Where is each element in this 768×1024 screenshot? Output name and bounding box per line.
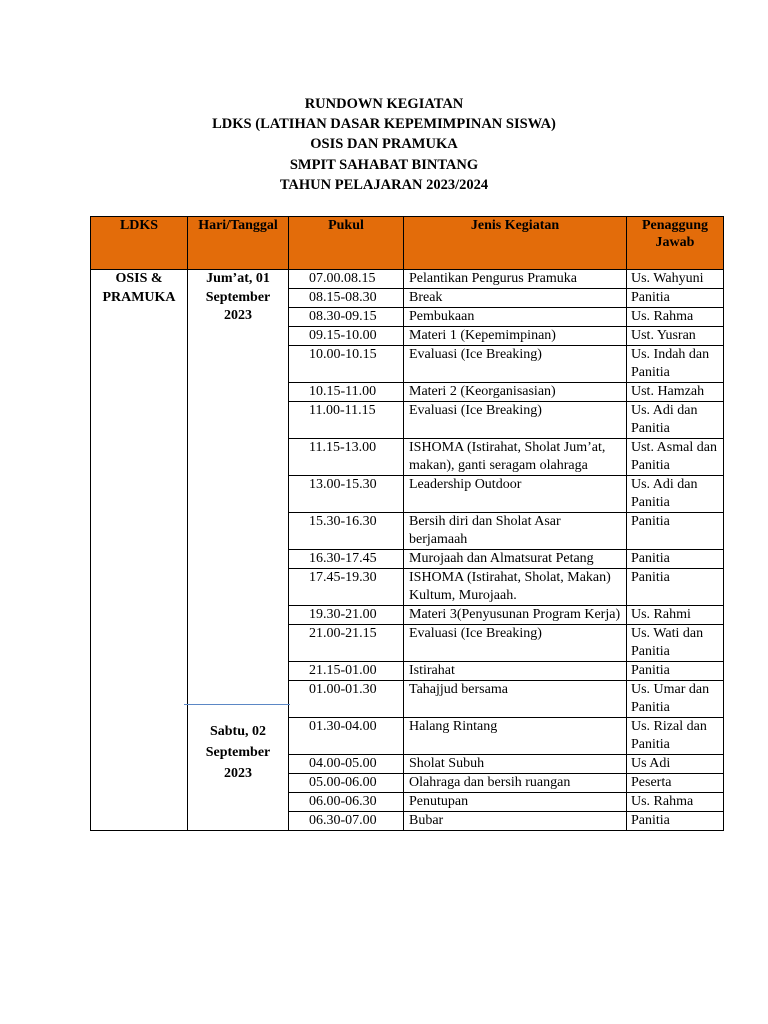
penanggung-jawab-cell: Us. Indah dan Panitia <box>627 346 724 383</box>
penanggung-jawab-cell: Us. Wati dan Panitia <box>627 625 724 662</box>
jenis-kegiatan-cell: Materi 3(Penyusunan Program Kerja) <box>404 606 627 625</box>
pukul-cell: 10.00-10.15 <box>289 346 404 383</box>
penanggung-jawab-cell: Peserta <box>627 774 724 793</box>
penanggung-jawab-cell: Panitia <box>627 513 724 550</box>
penanggung-jawab-cell: Panitia <box>627 550 724 569</box>
jenis-kegiatan-cell: Materi 1 (Kepemimpinan) <box>404 327 627 346</box>
penanggung-jawab-cell: Us. Umar dan Panitia <box>627 681 724 718</box>
pukul-cell: 09.15-10.00 <box>289 327 404 346</box>
day-1-line-3: 2023 <box>224 308 252 323</box>
pukul-cell: 11.15-13.00 <box>289 439 404 476</box>
jenis-kegiatan-cell: ISHOMA (Istirahat, Sholat, Makan) Kultum, Murojaah. <box>404 569 627 606</box>
pukul-cell: 01.30-04.00 <box>289 718 404 755</box>
day-1-line-2: September <box>205 289 271 305</box>
penanggung-jawab-cell: Us. Rahmi <box>627 606 724 625</box>
title-line-1: RUNDOWN KEGIATAN <box>304 96 464 112</box>
pukul-cell: 10.15-11.00 <box>289 383 404 402</box>
table-header-row <box>91 217 724 270</box>
penanggung-jawab-cell: Panitia <box>627 662 724 681</box>
penanggung-jawab-cell: Panitia <box>627 289 724 308</box>
day-1-line-1: Jum’at, 01 <box>206 271 270 286</box>
penanggung-jawab-cell: Us Adi <box>627 755 724 774</box>
jenis-kegiatan-cell: Murojaah dan Almatsurat Petang <box>404 550 627 569</box>
rundown-table <box>90 216 724 831</box>
pukul-cell: 21.15-01.00 <box>289 662 404 681</box>
jenis-kegiatan-cell: Bubar <box>404 812 627 831</box>
column-header-ldks: LDKS <box>91 217 188 270</box>
group-label-line-2: PRAMUKA <box>102 289 176 305</box>
pukul-cell: 11.00-11.15 <box>289 402 404 439</box>
jenis-kegiatan-cell: Break <box>404 289 627 308</box>
pukul-cell: 01.00-01.30 <box>289 681 404 718</box>
document-title <box>0 94 768 195</box>
penanggung-jawab-cell: Ust. Yusran <box>627 327 724 346</box>
penanggung-jawab-cell: Ust. Asmal dan Panitia <box>627 439 724 476</box>
title-line-3: OSIS DAN PRAMUKA <box>310 136 458 153</box>
pukul-cell: 08.15-08.30 <box>289 289 404 308</box>
penanggung-jawab-cell: Panitia <box>627 569 724 606</box>
pukul-cell: 06.00-06.30 <box>289 793 404 812</box>
column-header-jenis-kegiatan: Jenis Kegiatan <box>404 217 627 270</box>
column-header-hari-tanggal: Hari/Tanggal <box>188 217 289 270</box>
jenis-kegiatan-cell: Olahraga dan bersih ruangan <box>404 774 627 793</box>
day-divider-line <box>184 704 290 705</box>
title-line-2: LDKS (LATIHAN DASAR KEPEMIMPINAN SISWA) <box>212 116 556 133</box>
column-header-penanggung-jawab: Penaggung Jawab <box>627 217 724 270</box>
jenis-kegiatan-cell: Penutupan <box>404 793 627 812</box>
jenis-kegiatan-cell: Evaluasi (Ice Breaking) <box>404 402 627 439</box>
day-2-label <box>188 721 288 784</box>
day-2-line-3: 2023 <box>224 766 252 781</box>
day-cell <box>188 270 289 831</box>
penanggung-jawab-cell: Us. Adi dan Panitia <box>627 476 724 513</box>
pukul-cell: 04.00-05.00 <box>289 755 404 774</box>
pukul-cell: 16.30-17.45 <box>289 550 404 569</box>
pukul-cell: 13.00-15.30 <box>289 476 404 513</box>
column-header-pukul: Pukul <box>289 217 404 270</box>
table-row <box>91 270 724 289</box>
pukul-cell: 19.30-21.00 <box>289 606 404 625</box>
penanggung-jawab-cell: Us. Rahma <box>627 793 724 812</box>
pukul-cell: 06.30-07.00 <box>289 812 404 831</box>
jenis-kegiatan-cell: Istirahat <box>404 662 627 681</box>
jenis-kegiatan-cell: Evaluasi (Ice Breaking) <box>404 346 627 383</box>
pukul-cell: 15.30-16.30 <box>289 513 404 550</box>
jenis-kegiatan-cell: Halang Rintang <box>404 718 627 755</box>
jenis-kegiatan-cell: Leadership Outdoor <box>404 476 627 513</box>
group-cell-osis-pramuka <box>91 270 188 831</box>
jenis-kegiatan-cell: Materi 2 (Keorganisasian) <box>404 383 627 402</box>
penanggung-jawab-cell: Us. Wahyuni <box>627 270 724 289</box>
pukul-cell: 21.00-21.15 <box>289 625 404 662</box>
penanggung-jawab-cell: Us. Adi dan Panitia <box>627 402 724 439</box>
jenis-kegiatan-cell: Pembukaan <box>404 308 627 327</box>
penanggung-jawab-cell: Panitia <box>627 812 724 831</box>
pukul-cell: 17.45-19.30 <box>289 569 404 606</box>
jenis-kegiatan-cell: Bersih diri dan Sholat Asar berjamaah <box>404 513 627 550</box>
penanggung-jawab-cell: Us. Rizal dan Panitia <box>627 718 724 755</box>
jenis-kegiatan-cell: ISHOMA (Istirahat, Sholat Jum’at, makan), ganti seragam olahraga <box>404 439 627 476</box>
penanggung-jawab-cell: Ust. Hamzah <box>627 383 724 402</box>
pukul-cell: 08.30-09.15 <box>289 308 404 327</box>
pukul-cell: 07.00.08.15 <box>289 270 404 289</box>
jenis-kegiatan-cell: Pelantikan Pengurus Pramuka <box>404 270 627 289</box>
title-line-5: TAHUN PELAJARAN 2023/2024 <box>279 176 489 193</box>
group-label-line-1: OSIS & <box>115 271 163 286</box>
jenis-kegiatan-cell: Evaluasi (Ice Breaking) <box>404 625 627 662</box>
title-line-4: SMPIT SAHABAT BINTANG <box>289 156 479 173</box>
pukul-cell: 05.00-06.00 <box>289 774 404 793</box>
jenis-kegiatan-cell: Tahajjud bersama <box>404 681 627 718</box>
jenis-kegiatan-cell: Sholat Subuh <box>404 755 627 774</box>
penanggung-jawab-cell: Us. Rahma <box>627 308 724 327</box>
day-2-line-1: Sabtu, 02 <box>209 724 267 739</box>
day-2-line-2: September <box>205 745 271 760</box>
